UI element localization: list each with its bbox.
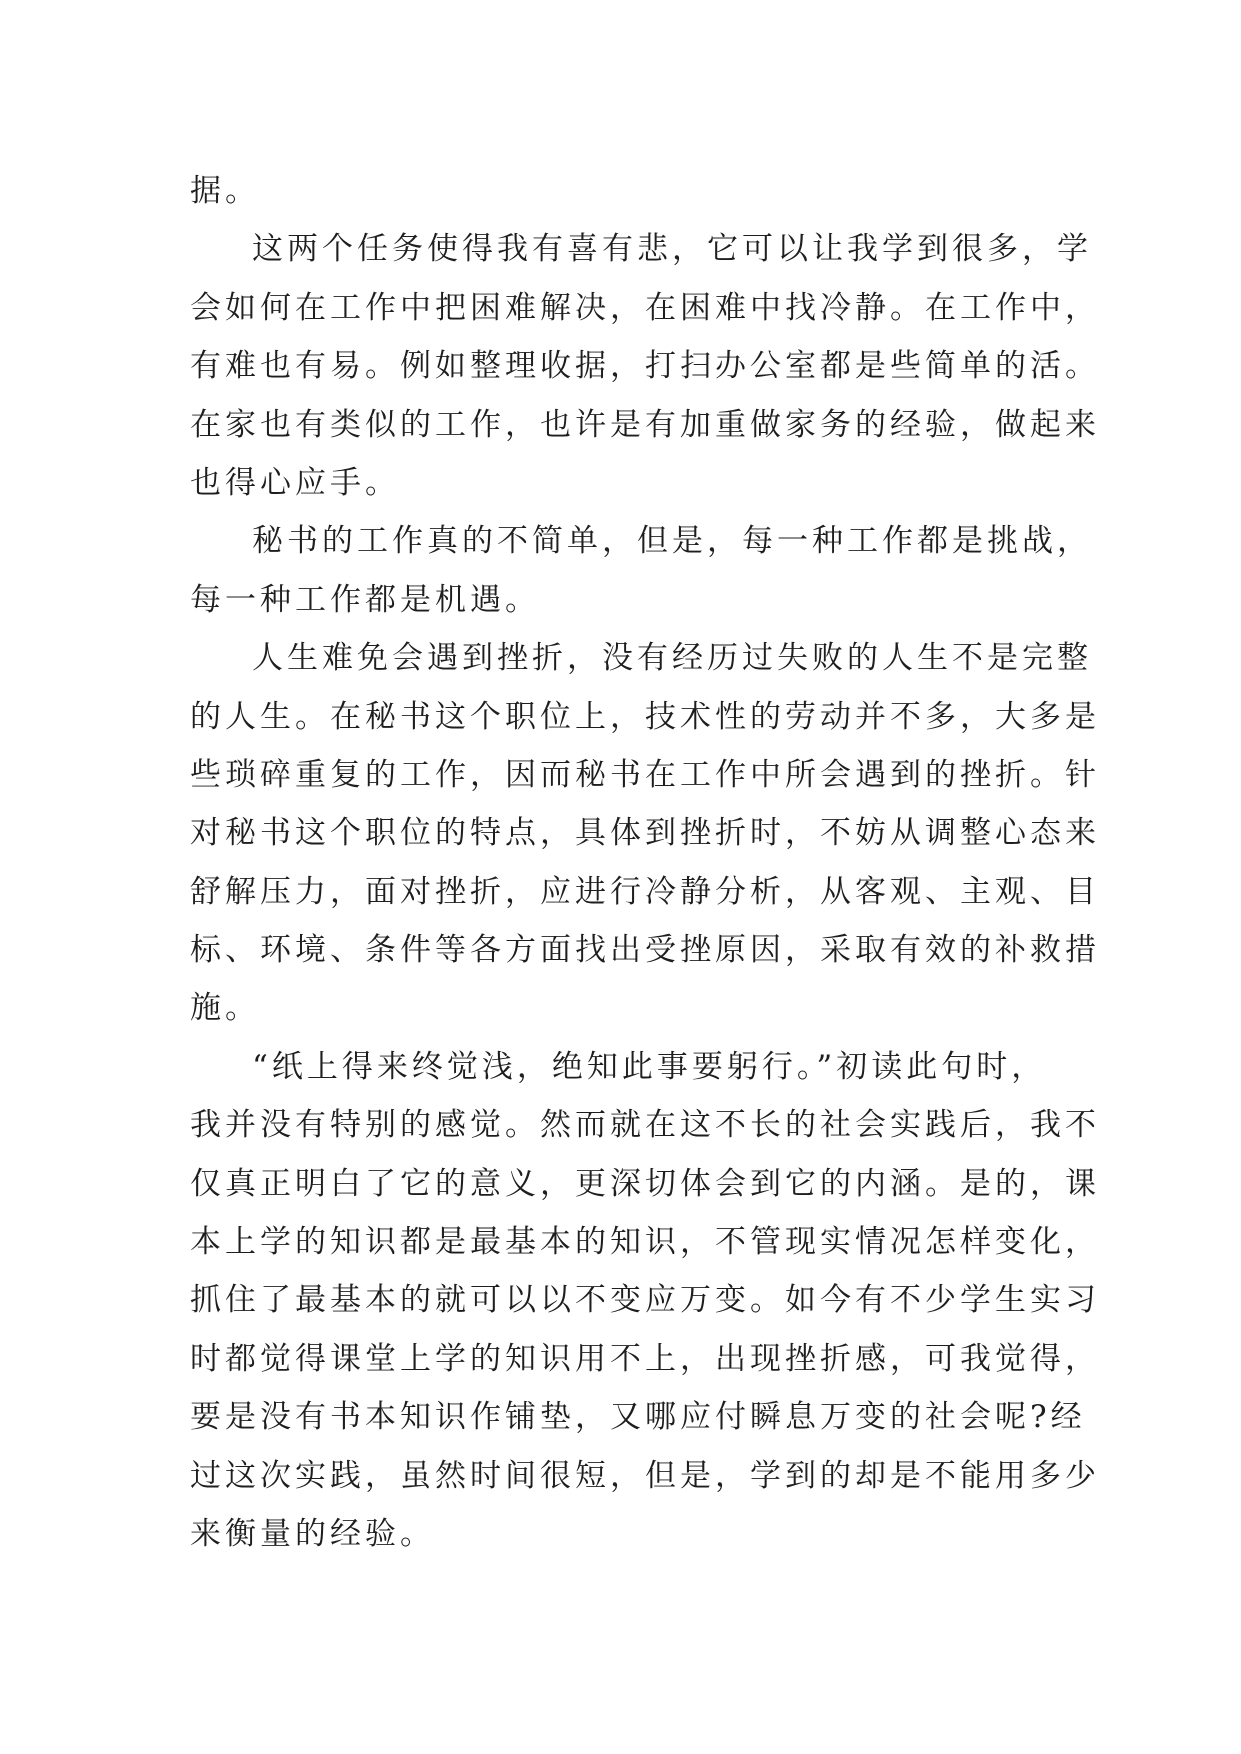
- paragraph-1: [190, 162, 1070, 220]
- paragraph-4: [190, 629, 1100, 1038]
- paragraph-line: 标、环境、条件等各方面找出受挫原因，采取有效的补救措: [190, 932, 1100, 969]
- paragraph-line: “纸上得来终觉浅，绝知此事要躬行。”初读此句时，: [252, 1048, 1047, 1085]
- paragraph-line: 据。: [190, 173, 260, 209]
- paragraph-line: 来衡量的经验。: [190, 1515, 435, 1552]
- paragraph-line: 要是没有书本知识作铺垫，又哪应付瞬息万变的社会呢?经: [190, 1399, 1086, 1436]
- paragraph-line: 些琐碎重复的工作，因而秘书在工作中所会遇到的挫折。针: [190, 756, 1100, 793]
- paragraph-line: 抓住了最基本的就可以以不变应万变。如今有不少学生实习: [190, 1282, 1100, 1319]
- paragraph-line: 也得心应手。: [190, 464, 400, 501]
- paragraph-line: 本上学的知识都是最基本的知识，不管现实情况怎样变化，: [190, 1224, 1100, 1261]
- document-body: [190, 162, 1100, 1563]
- paragraph-line: 施。: [190, 990, 260, 1027]
- paragraph-line: 人生难免会遇到挫折，没有经历过失败的人生不是完整: [252, 640, 1092, 677]
- paragraph-line: 仅真正明白了它的意义，更深切体会到它的内涵。是的，课: [190, 1165, 1100, 1202]
- paragraph-2: [190, 220, 1100, 512]
- paragraph-line: 我并没有特别的感觉。然而就在这不长的社会实践后，我不: [190, 1107, 1100, 1144]
- paragraph-line: 的人生。在秘书这个职位上，技术性的劳动并不多，大多是: [190, 698, 1100, 735]
- paragraph-5: [190, 1038, 1100, 1564]
- paragraph-line: 会如何在工作中把困难解决，在困难中找冷静。在工作中，: [190, 289, 1100, 326]
- paragraph-line: 时都觉得课堂上学的知识用不上，出现挫折感，可我觉得，: [190, 1340, 1100, 1377]
- paragraph-line: 在家也有类似的工作，也许是有加重做家务的经验，做起来: [190, 406, 1100, 443]
- paragraph-line: 每一种工作都是机遇。: [190, 581, 540, 618]
- paragraph-line: 有难也有易。例如整理收据，打扫办公室都是些简单的活。: [190, 348, 1100, 385]
- paragraph-line: 过这次实践，虽然时间很短，但是，学到的却是不能用多少: [190, 1457, 1100, 1494]
- paragraph-3: [190, 512, 1092, 629]
- paragraph-line: 舒解压力，面对挫折，应进行冷静分析，从客观、主观、目: [190, 873, 1100, 910]
- paragraph-line: 秘书的工作真的不简单，但是，每一种工作都是挑战，: [252, 523, 1092, 560]
- paragraph-line: 对秘书这个职位的特点，具体到挫折时，不妨从调整心态来: [190, 815, 1100, 852]
- paragraph-line: 这两个任务使得我有喜有悲，它可以让我学到很多，学: [252, 231, 1092, 268]
